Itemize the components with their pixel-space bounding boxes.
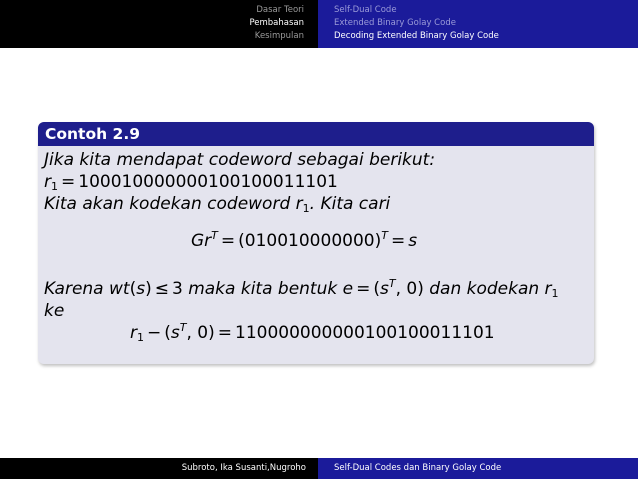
equals-sign: = [356,279,371,299]
codeword-var: r [44,172,51,192]
error-sup: T [388,277,396,290]
subsection-nav [318,0,638,48]
weight-text: Karena wt [44,279,130,299]
block-title: Contoh 2.9 [38,122,594,146]
example-block [38,122,594,364]
decode-s: s [170,323,180,343]
nav-section-kesimpulan[interactable]: Kesimpulan [254,31,304,41]
text-line-intro: Jika kita mendapat codeword sebagai berikut: [44,150,436,170]
codeword-sub: 1 [51,180,58,193]
text-line-weight [44,278,559,300]
footer-bar [0,458,638,479]
equals-sign: = [217,323,232,343]
task-text: Kita akan kodekan codeword r [44,194,303,214]
syndrome-equation [191,230,417,252]
section-nav [0,4,318,48]
decode-zero: , 0 [186,323,209,343]
nav-subsection-extended-golay[interactable]: Extended Binary Golay Code [334,18,456,28]
footer-authors: Subroto, Ika Susanti,Nugroho [0,458,318,479]
decode-result: 110000000000100100011101 [235,323,495,343]
nav-section-dasar-teori[interactable]: Dasar Teori [256,5,304,15]
syndrome-lhs-sup: T [211,229,218,242]
codeword-line [44,171,338,193]
task-sub: 1 [302,202,310,215]
decode-var: r [130,323,137,343]
minus-sign: − [147,323,162,343]
paren-close: ) [208,323,215,343]
task-tail: . Kita cari [309,194,391,214]
decode-var-sub: 1 [137,331,144,344]
equals-sign: = [61,172,76,192]
decode-equation [130,322,495,344]
text-line-task [44,193,390,215]
nav-subsection-decoding[interactable]: Decoding Extended Binary Golay Code [334,31,499,41]
decode-sub: 1 [551,287,559,300]
block-body [38,146,594,361]
equals-sign: = [390,231,406,251]
codeword-value: 100010000000100100011101 [78,172,338,192]
paren-open: ( [129,279,137,299]
syndrome-value: (010010000000) [238,231,382,251]
error-zero: , 0 [395,279,418,299]
paren-open: ( [373,279,380,299]
decode-s-sup: T [179,321,187,334]
paren-close: ) [417,279,424,299]
error-s: s [379,279,389,299]
header-bar [0,0,638,48]
weight-var: s [136,279,146,299]
weight-bound: 3 [171,279,183,299]
paren-close: ) [145,279,152,299]
paren-open: ( [164,323,171,343]
leq-sign: ≤ [154,279,169,299]
syndrome-value-sup: T [381,229,388,242]
nav-subsection-self-dual-code[interactable]: Self-Dual Code [334,5,397,15]
form-text: maka kita bentuk e [188,279,354,299]
footer-title: Self-Dual Codes dan Binary Golay Code [318,458,638,479]
text-line-ke: ke [44,301,65,321]
nav-section-pembahasan[interactable]: Pembahasan [249,18,304,28]
decode-text: dan kodekan r [429,279,552,299]
equals-sign: = [220,231,236,251]
syndrome-rhs: s [408,231,418,251]
syndrome-lhs: Gr [191,231,212,251]
